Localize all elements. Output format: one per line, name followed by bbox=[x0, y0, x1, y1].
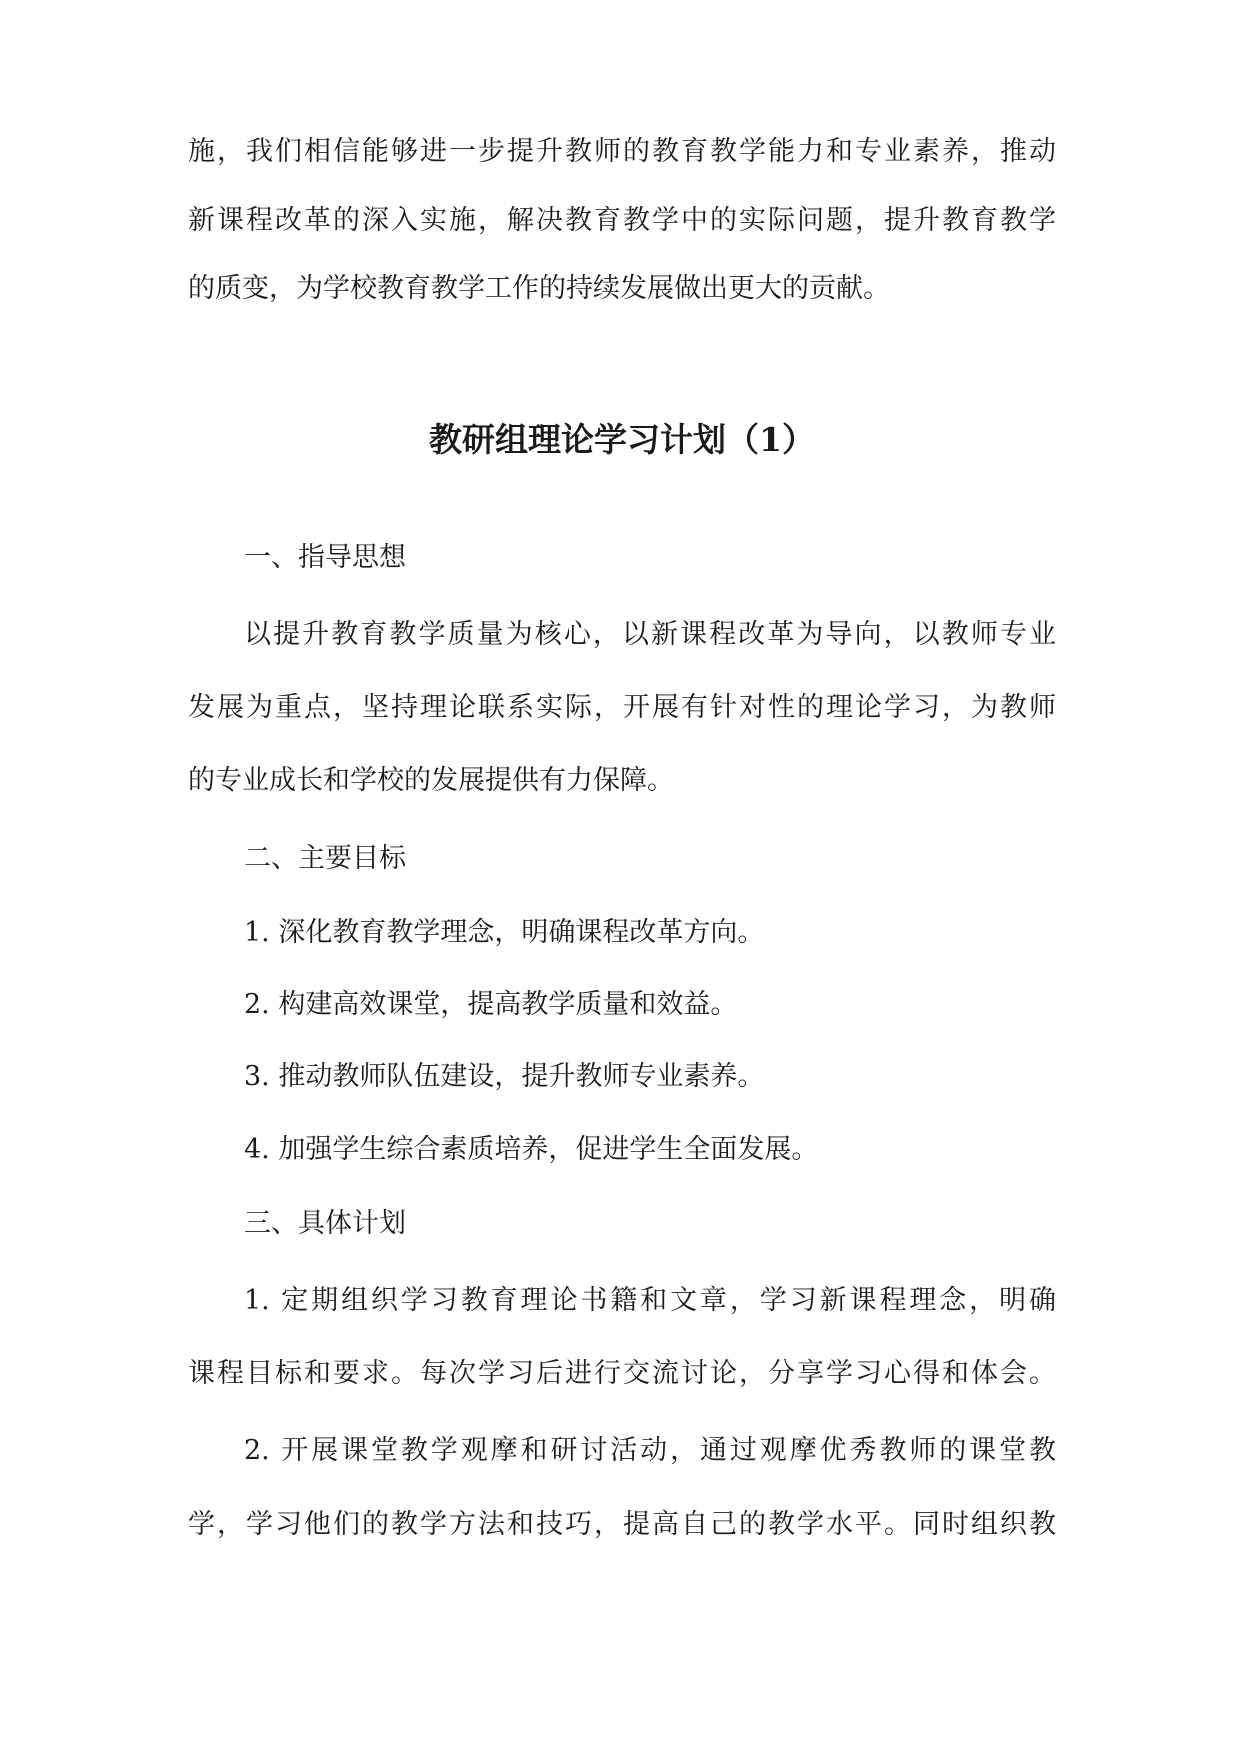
section3-item2-line-1: 2. 开展课堂教学观摩和研讨活动，通过观摩优秀教师的课堂教 bbox=[244, 1435, 1056, 1466]
section3-item2-line-2: 学，学习他们的教学方法和技巧，提高自己的教学水平。同时组织教 bbox=[188, 1509, 1056, 1540]
section1-line-1: 以提升教育教学质量为核心，以新课程改革为导向，以教师专业 bbox=[244, 619, 1056, 650]
section3-heading: 三、具体计划 bbox=[244, 1208, 406, 1239]
section1-heading: 一、指导思想 bbox=[244, 542, 406, 573]
section1-line-3: 的专业成长和学校的发展提供有力保障。 bbox=[188, 765, 674, 796]
section3-item1-line-2: 课程目标和要求。每次学习后进行交流讨论，分享学习心得和体会。 bbox=[188, 1358, 1056, 1389]
section2-item-4: 4. 加强学生综合素质培养，促进学生全面发展。 bbox=[244, 1134, 819, 1165]
section2-item-3: 3. 推动教师队伍建设，提升教师专业素养。 bbox=[244, 1061, 765, 1092]
section2-item-2: 2. 构建高效课堂，提高教学质量和效益。 bbox=[244, 989, 738, 1020]
document-title: 教研组理论学习计划（1） bbox=[429, 420, 815, 459]
section2-heading: 二、主要目标 bbox=[244, 843, 406, 874]
section2-item-1: 1. 深化教育教学理念，明确课程改革方向。 bbox=[244, 917, 765, 948]
prev-paragraph-line-3: 的质变，为学校教育教学工作的持续发展做出更大的贡献。 bbox=[188, 273, 890, 304]
section3-item1-line-1: 1. 定期组织学习教育理论书籍和文章，学习新课程理念，明确 bbox=[244, 1285, 1056, 1316]
prev-paragraph-line-1: 施，我们相信能够进一步提升教师的教育教学能力和专业素养，推动 bbox=[188, 136, 1056, 167]
section1-line-2: 发展为重点，坚持理论联系实际，开展有针对性的理论学习，为教师 bbox=[188, 692, 1056, 723]
prev-paragraph-line-2: 新课程改革的深入实施，解决教育教学中的实际问题，提升教育教学 bbox=[188, 205, 1056, 236]
